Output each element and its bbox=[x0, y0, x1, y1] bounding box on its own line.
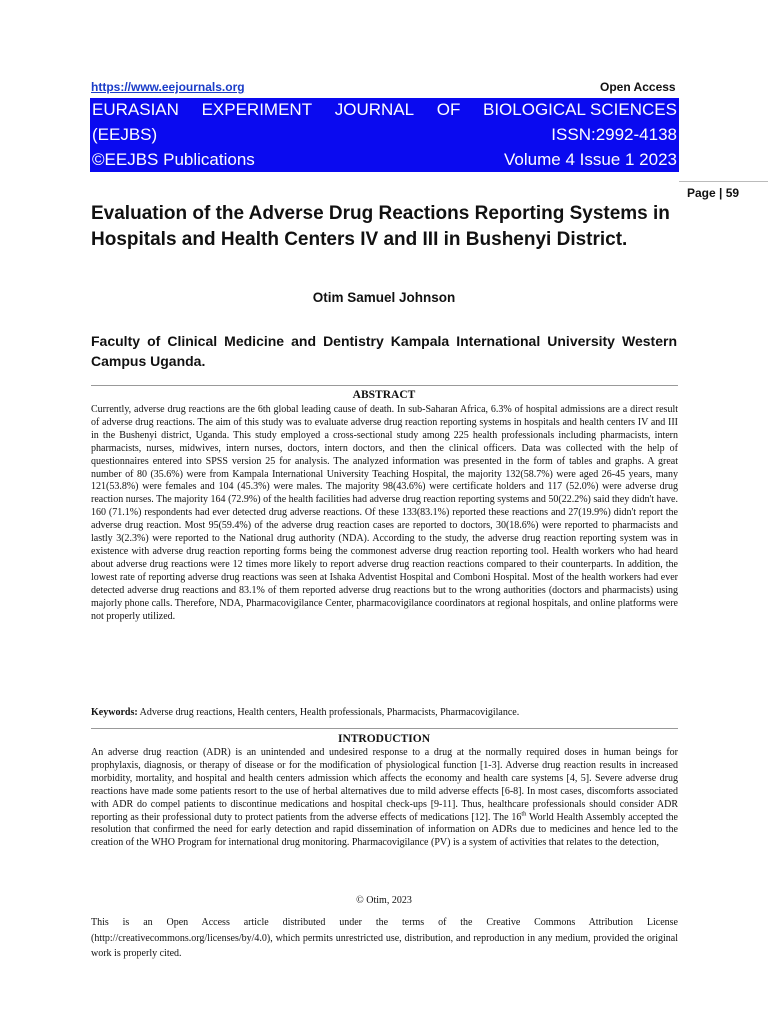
journal-issn: ISSN:2992-4138 bbox=[551, 125, 677, 144]
journal-banner bbox=[90, 98, 679, 172]
introduction-heading: INTRODUCTION bbox=[337, 733, 430, 745]
author-affiliation: Faculty of Clinical Medicine and Dentistry Kampala International University Western Campus Uganda. bbox=[91, 333, 677, 369]
introduction-top-rule bbox=[91, 728, 678, 729]
introduction-text-part2: World Health Assembly accepted the resolution that confirmed the need for early detection and rapid dissemination of information on ADRs due to medicines and hence led to the creation of the WHO Program for international drug monitoring. Pharmacovigilance (PV) is a system of activities that relates to the detection, bbox=[91, 811, 678, 849]
banner-word: OF bbox=[436, 100, 461, 119]
ordinal-superscript: th bbox=[521, 810, 527, 818]
journal-website-link[interactable]: https://www.eejournals.org bbox=[91, 80, 245, 94]
introduction-text bbox=[91, 747, 678, 850]
article-title: Evaluation of the Adverse Drug Reactions Reporting Systems in Hospitals and Health Centers IV and III in Bushenyi District. bbox=[91, 203, 670, 250]
banner-word: BIOLOGICAL SCIENCES bbox=[482, 100, 677, 119]
banner-row-journal-name bbox=[92, 98, 677, 122]
abstract-heading: ABSTRACT bbox=[352, 389, 416, 401]
page-number: Page | 59 bbox=[687, 186, 740, 200]
keywords-line bbox=[91, 706, 678, 719]
copyright-notice: © Otim, 2023 bbox=[356, 895, 412, 906]
open-access-label: Open Access bbox=[600, 80, 676, 94]
banner-word: EXPERIMENT bbox=[201, 100, 313, 119]
keywords-list: Adverse drug reactions, Health centers, Health professionals, Pharmacists, Pharmacovigilance. bbox=[139, 707, 520, 718]
journal-abbreviation: (EEJBS) bbox=[92, 125, 158, 144]
abstract-top-rule bbox=[91, 385, 678, 386]
license-statement: This is an Open Access article distributed under the terms of the Creative Commons Attribution License (http://creativecommons.org/licenses/by/4.0), which permits unrestricted use, distribution, and reproduction in any medium, provided the original work is properly cited. bbox=[91, 917, 678, 959]
volume-issue: Volume 4 Issue 1 2023 bbox=[504, 150, 677, 169]
publisher-name: ©EEJBS Publications bbox=[92, 150, 255, 169]
banner-row-publisher-volume bbox=[92, 148, 677, 172]
banner-row-abbrev-issn bbox=[92, 123, 677, 147]
keywords-label: Keywords: bbox=[91, 707, 138, 718]
article-author: Otim Samuel Johnson bbox=[312, 290, 456, 305]
introduction-text-part1: An adverse drug reaction (ADR) is an unintended and undesired response to a drug at the normally required doses in human beings for prophylaxis, diagnosis, or therapy of disease or for the modification of physiological function [1-3]. Adverse drug reaction results in increased morbidity, mortality, and hospital and health centers admission which affects the economy and health care systems [4, 5]. Severe adverse drug reactions have made some patients resort to the use of herbal alternatives due to mild adverse effects [6-8]. In most cases, discomforts associated with ADR do compel patients to discontinue medications and hospital check-ups [9-11]. Thus, healthcare professionals should consider ADR reporting as their professional duty to protect patients from the adverse effects of medications [12]. The 16 bbox=[91, 747, 678, 823]
abstract-text: Currently, adverse drug reactions are the 6th global leading cause of death. In sub-Saharan Africa, 6.3% of hospital admissions are a direct result of adverse drug reactions. The aim of this study was to evaluate adverse drug reaction reporting systems in hospitals and health centers IV and III in the Bushenyi district, Uganda. This study employed a cross-sectional study among 225 health professionals including pharmacists, intern pharmacists, nurses, midwives, intern nurses, doctors, intern doctors, and then the clinical officers. Data was collected with the help of questionnaires entered into SPSS version 25 for analysis. The analyzed information was presented in the form of tables and graphs. A great number of 80 (35.6%) were from Kampala International University Teaching Hospital, the majority 132(58.7%) were aged 26-45 years, many 121(53.8%) were females and 104 (45.3%) were males. The majority 98(43.6%) were certificate holders and 117 (52.0%) were adverse drug reaction nurses. The majority 164 (72.9%) of the health facilities had adverse drug reaction reporting systems and 50(22.2%) said they didn't have. 160 (71.1%) respondents had ever detected drug adverse reactions. Of these 133(83.1%) reported these reactions and 27(19.9%) didn't report the adverse drug reaction. Most 95(59.4%) of the adverse drug reaction cases are reported to doctors, 30(18.6%) were reported to pharmacists and lastly 3(2.3%) were reported to the National drug authority (NDA). According to the study, the adverse drug reaction reporting system was in existence with adverse drug reaction reporting forms being the commonest adverse drug reaction reporting tool. Health workers who had heard about adverse drug reactions were 12 times more likely to report adverse drug reaction reactions compared to their counterparts. In addition, the lowest rate of reporting adverse drug reactions was seen at Ishaka Adventist Hospital and Comboni Hospital. Most of the health workers had ever detected adverse drug reactions and 83.1% of them reported adverse drug reactions but to the wrong authorities (doctors and pharmacists) using majorly phone calls. Therefore, NDA, Pharmacovigilance Center, pharmacovigilance coordinators at regional hospitals, and online platforms were not properly utilized. bbox=[91, 404, 678, 622]
banner-word: EURASIAN bbox=[92, 100, 179, 119]
banner-word: JOURNAL bbox=[334, 100, 415, 119]
page-number-rule bbox=[679, 181, 768, 182]
